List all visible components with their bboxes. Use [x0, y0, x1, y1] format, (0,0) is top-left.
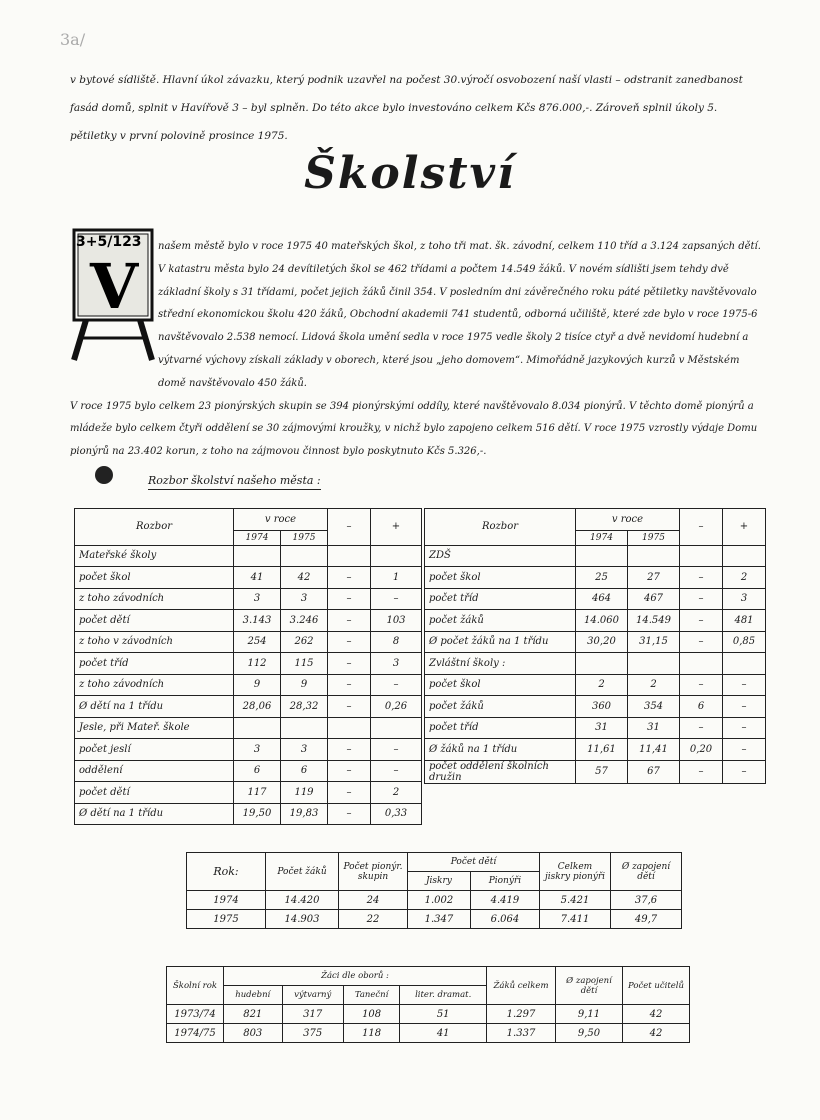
table-row	[425, 674, 766, 696]
row-label: počet tříd	[425, 717, 576, 739]
header-v-roce: v roce	[576, 509, 680, 531]
cell-plus: –	[723, 674, 766, 696]
cell-minus: –	[680, 588, 723, 610]
cell-1974: 3	[234, 588, 281, 610]
cell-1975: 42	[281, 567, 328, 589]
cell-1975	[281, 545, 328, 567]
table-row	[75, 588, 422, 610]
row-label: Mateřské školy	[75, 545, 234, 567]
header-1975: 1975	[281, 530, 328, 545]
cell-minus: –	[328, 653, 371, 675]
header-minus: –	[328, 509, 371, 546]
cell-minus: –	[680, 674, 723, 696]
table-row	[75, 760, 422, 782]
cell-plus	[723, 653, 766, 675]
cell-1975: 354	[628, 696, 680, 718]
cell-1975: 119	[281, 782, 328, 804]
header-pionyr-skupin: Počet pionýr. skupin	[339, 853, 408, 891]
cell-1975: 14.549	[628, 610, 680, 632]
header-1974: 1974	[576, 530, 628, 545]
row-label: ZDŠ	[425, 545, 576, 567]
row-label: Ø počet žáků na 1 třídu	[425, 631, 576, 653]
cell-1974	[234, 717, 281, 739]
table-row	[75, 653, 422, 675]
cell-1974: 31	[576, 717, 628, 739]
cell-minus: –	[328, 567, 371, 589]
cell-skupin: 22	[339, 910, 408, 929]
cell-1975: 2	[628, 674, 680, 696]
header-plus: +	[371, 509, 422, 546]
cell-minus	[680, 653, 723, 675]
table-row	[75, 674, 422, 696]
table-row	[425, 631, 766, 653]
cell-minus: –	[680, 717, 723, 739]
cell-1974: 19,50	[234, 803, 281, 825]
cell-1974: 30,20	[576, 631, 628, 653]
cell-rok: 1974	[187, 891, 266, 910]
cell-liter: 41	[400, 1024, 487, 1043]
cell-zaku: 14.903	[266, 910, 339, 929]
cell-plus: 481	[723, 610, 766, 632]
cell-minus: –	[328, 610, 371, 632]
table-row	[425, 588, 766, 610]
row-label: Ø žáků na 1 třídu	[425, 739, 576, 761]
cell-celkem: 1.337	[487, 1024, 556, 1043]
table-row	[75, 782, 422, 804]
cell-tanecni: 108	[343, 1005, 399, 1024]
cell-1974	[576, 545, 628, 567]
row-label: Ø dětí na 1 třídu	[75, 696, 234, 718]
cell-1975	[281, 717, 328, 739]
row-label: počet tříd	[425, 588, 576, 610]
table-row	[75, 545, 422, 567]
cell-hudebni: 803	[224, 1024, 283, 1043]
cell-1974: 112	[234, 653, 281, 675]
header-rozbor: Rozbor	[425, 509, 576, 546]
cell-1975: 9	[281, 674, 328, 696]
header-rozbor: Rozbor	[75, 509, 234, 546]
cell-1974: 2	[576, 674, 628, 696]
cell-1975: 115	[281, 653, 328, 675]
header-vytvarny: výtvarný	[282, 986, 343, 1005]
cell-zapojeni: 49,7	[611, 910, 682, 929]
cell-ucitelu: 42	[623, 1005, 690, 1024]
intro-paragraph: v bytové sídliště. Hlavní úkol závazku, který podnik uzavřel na počest 30.výročí osvobození naší vlasti – odstranit zanedbanost fasád domů, splnit v Havířově 3 – byl splněn. Do této akce bylo investováno celkem Kčs 876.000,-. Zároveň splnil úkoly 5. pětiletky v první polovině prosince 1975.	[70, 74, 743, 142]
cell-plus	[371, 545, 422, 567]
cell-plus: 103	[371, 610, 422, 632]
table-row	[75, 803, 422, 825]
row-label: počet škol	[425, 674, 576, 696]
header-zapojeni: Ø zapojení dětí	[611, 853, 682, 891]
art-school-table	[166, 966, 690, 1043]
header-minus: –	[680, 509, 723, 546]
cell-minus: 6	[680, 696, 723, 718]
table-row	[187, 891, 682, 910]
table-row	[425, 653, 766, 675]
cell-plus: 0,26	[371, 696, 422, 718]
table-row	[167, 1024, 690, 1043]
table-row	[425, 717, 766, 739]
cell-1975: 467	[628, 588, 680, 610]
row-label: Jesle, při Mateř. škole	[75, 717, 234, 739]
cell-plus: 0,85	[723, 631, 766, 653]
table-row	[187, 910, 682, 929]
cell-plus: –	[723, 696, 766, 718]
cell-1975: 3.246	[281, 610, 328, 632]
page-number-mark: 3a/	[60, 30, 86, 49]
cell-minus: 0,20	[680, 739, 723, 761]
table-row	[75, 696, 422, 718]
cell-vytvarny: 317	[282, 1005, 343, 1024]
cell-plus: 8	[371, 631, 422, 653]
row-label: oddělení	[75, 760, 234, 782]
cell-plus: 1	[371, 567, 422, 589]
cell-minus: –	[680, 631, 723, 653]
table-row	[75, 717, 422, 739]
cell-pionyri: 4.419	[470, 891, 539, 910]
header-plus: +	[723, 509, 766, 546]
row-label: počet dětí	[75, 782, 234, 804]
cell-1974: 9	[234, 674, 281, 696]
cell-jiskry: 1.002	[408, 891, 471, 910]
table-row	[425, 545, 766, 567]
cell-minus: –	[680, 567, 723, 589]
cell-celkem: 1.297	[487, 1005, 556, 1024]
row-label: počet žáků	[425, 610, 576, 632]
cell-1974: 14.060	[576, 610, 628, 632]
cell-zapojeni: 9,11	[556, 1005, 623, 1024]
cell-tanecni: 118	[343, 1024, 399, 1043]
cell-celkem: 7.411	[540, 910, 611, 929]
cell-jiskry: 1.347	[408, 910, 471, 929]
cell-1975	[628, 653, 680, 675]
header-celkem: Celkem jiskry pionýři	[540, 853, 611, 891]
header-pocet-zaku: Počet žáků	[266, 853, 339, 891]
ink-blot	[95, 466, 113, 484]
cell-1975: 3	[281, 739, 328, 761]
cell-1975: 31	[628, 717, 680, 739]
cell-minus: –	[680, 760, 723, 783]
table-row	[167, 1005, 690, 1024]
header-zaci-dle-oboru: Žáci dle oborů :	[224, 967, 487, 986]
paragraph-kindergartens: našem městě bylo v roce 1975 40 mateřských škol, z toho tři mat. šk. závodní, celkem 110 tříd a 3.124 zapsaných dětí.	[158, 241, 761, 252]
row-label: počet žáků	[425, 696, 576, 718]
header-zaku-celkem: Žáků celkem	[487, 967, 556, 1005]
cell-rok: 1973/74	[167, 1005, 224, 1024]
cell-1975: 6	[281, 760, 328, 782]
cell-minus: –	[328, 696, 371, 718]
section-title: Školství	[304, 148, 516, 199]
row-label: z toho v závodních	[75, 631, 234, 653]
drop-cap-letter: V	[90, 250, 139, 323]
cell-1974: 3.143	[234, 610, 281, 632]
cell-minus	[680, 545, 723, 567]
cell-1974: 3	[234, 739, 281, 761]
cell-1975: 31,15	[628, 631, 680, 653]
cell-plus: 3	[723, 588, 766, 610]
row-label: Ø dětí na 1 třídu	[75, 803, 234, 825]
header-jiskry: Jiskry	[408, 872, 471, 891]
cell-pionyri: 6.064	[470, 910, 539, 929]
cell-ucitelu: 42	[623, 1024, 690, 1043]
pioneers-table	[186, 852, 682, 929]
row-label: počet dětí	[75, 610, 234, 632]
cell-1974: 6	[234, 760, 281, 782]
cell-minus	[328, 717, 371, 739]
cell-1975: 3	[281, 588, 328, 610]
cell-plus: 2	[371, 782, 422, 804]
cell-plus: –	[723, 760, 766, 783]
cell-zapojeni: 9,50	[556, 1024, 623, 1043]
cell-1974	[234, 545, 281, 567]
header-skolni-rok: Školní rok	[167, 967, 224, 1005]
cell-plus	[371, 717, 422, 739]
header-v-roce: v roce	[234, 509, 328, 531]
row-label: Zvláštní školy :	[425, 653, 576, 675]
cell-plus: –	[371, 760, 422, 782]
cell-plus: –	[371, 674, 422, 696]
cell-celkem: 5.421	[540, 891, 611, 910]
cell-zaku: 14.420	[266, 891, 339, 910]
header-1975: 1975	[628, 530, 680, 545]
row-label: z toho závodních	[75, 588, 234, 610]
header-tanecni: Taneční	[343, 986, 399, 1005]
header-zapojeni: Ø zapojení dětí	[556, 967, 623, 1005]
header-pocet-ucitelu: Počet učitelů	[623, 967, 690, 1005]
cell-plus: 3	[371, 653, 422, 675]
cell-minus: –	[328, 739, 371, 761]
cell-rok: 1975	[187, 910, 266, 929]
row-label: počet škol	[75, 567, 234, 589]
cell-1974: 41	[234, 567, 281, 589]
cell-skupin: 24	[339, 891, 408, 910]
table-row	[425, 610, 766, 632]
header-liter-dramat: liter. dramat.	[400, 986, 487, 1005]
row-label: počet škol	[425, 567, 576, 589]
cell-1975: 27	[628, 567, 680, 589]
cell-1975	[628, 545, 680, 567]
cell-plus: –	[371, 588, 422, 610]
cell-1974: 25	[576, 567, 628, 589]
paragraph-schools: V katastru města bylo 24 devítiletých škol se 462 třídami a počtem 14.549 žáků. V novém sídlišti jsem tehdy dvě základní školy s 31 třídami, počet jejich žáků činil 354. V posledním dni závěrečného roku páté pětiletky navštěvovalo střední ekonomickou školu 420 žáků, Obchodní akademii 741 studentů, odborná učiliště, které zde bylo v roce 1975-6 navštěvovalo 2.538 nemocí. Lidová škola umění sedla v roce 1975 vedle školy 2 tisíce ctyř a dvě nevidomí hudební a výtvarné výchovy získali základy v oborech, které jsou „jeho domovem“. Mimořádně jazykových kurzů v Městském domě navštěvovalo 450 žáků.	[158, 263, 758, 389]
row-label: z toho závodních	[75, 674, 234, 696]
table-row	[425, 760, 766, 783]
cell-plus: –	[723, 739, 766, 761]
cell-zapojeni: 37,6	[611, 891, 682, 910]
table1-caption: Rozbor školství našeho města :	[148, 474, 321, 490]
cell-minus	[328, 545, 371, 567]
cell-1974: 57	[576, 760, 628, 783]
cell-1975: 262	[281, 631, 328, 653]
cell-1974: 117	[234, 782, 281, 804]
cell-minus: –	[328, 631, 371, 653]
cell-minus: –	[328, 760, 371, 782]
paragraph-pioneers: V roce 1975 bylo celkem 23 pionýrských skupin se 394 pionýrskými oddíly, které navštěvovalo 8.034 pionýrů. V těchto domě pionýrů a mládeže bylo celkem čtyři oddělení se 30 zájmovými kroužky, v nichž bylo zapojeno celkem 516 dětí. V roce 1975 vzrostly výdaje Domu pionýrů na 23.402 korun, z toho na zájmovou činnost bylo poskytnuto Kčs 5.326,-.	[70, 400, 758, 458]
table-row	[75, 610, 422, 632]
table-row	[75, 739, 422, 761]
cell-minus: –	[680, 610, 723, 632]
cell-plus: –	[371, 739, 422, 761]
cell-liter: 51	[400, 1005, 487, 1024]
cell-vytvarny: 375	[282, 1024, 343, 1043]
table-row	[425, 567, 766, 589]
cell-1975: 28,32	[281, 696, 328, 718]
cell-1974: 464	[576, 588, 628, 610]
header-rok: Rok:	[187, 853, 266, 891]
row-label: počet tříd	[75, 653, 234, 675]
cell-1975: 19,83	[281, 803, 328, 825]
cell-plus: –	[723, 717, 766, 739]
cell-1975: 11,41	[628, 739, 680, 761]
cell-minus: –	[328, 803, 371, 825]
header-pionyri: Pionýři	[470, 872, 539, 891]
row-label: počet jeslí	[75, 739, 234, 761]
table-row	[425, 696, 766, 718]
cell-plus: 0,33	[371, 803, 422, 825]
cell-1975: 67	[628, 760, 680, 783]
row-label: počet oddělení školních družin	[425, 760, 576, 783]
cell-plus	[723, 545, 766, 567]
slate-text: 3+5/123	[76, 234, 142, 250]
schools-table-left	[74, 508, 422, 825]
cell-minus: –	[328, 588, 371, 610]
cell-1974: 11,61	[576, 739, 628, 761]
header-1974: 1974	[234, 530, 281, 545]
cell-plus: 2	[723, 567, 766, 589]
cell-minus: –	[328, 782, 371, 804]
table-row	[425, 739, 766, 761]
cell-1974: 28,06	[234, 696, 281, 718]
cell-rok: 1974/75	[167, 1024, 224, 1043]
table-row	[75, 567, 422, 589]
cell-minus: –	[328, 674, 371, 696]
header-hudebni: hudební	[224, 986, 283, 1005]
table-row	[75, 631, 422, 653]
cell-hudebni: 821	[224, 1005, 283, 1024]
cell-1974: 360	[576, 696, 628, 718]
header-pocet-deti: Počet dětí	[408, 853, 540, 872]
cell-1974	[576, 653, 628, 675]
cell-1974: 254	[234, 631, 281, 653]
body-text	[70, 236, 770, 464]
schools-table-right	[424, 508, 766, 784]
